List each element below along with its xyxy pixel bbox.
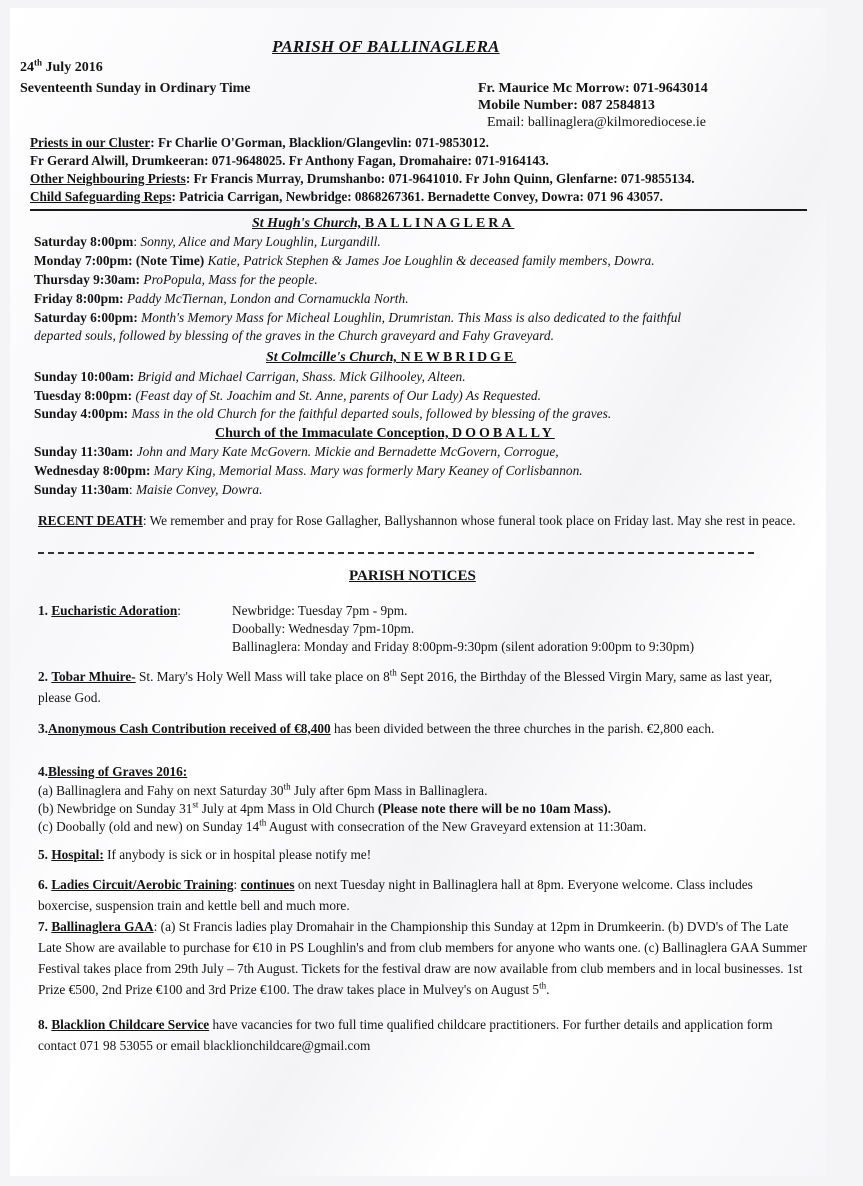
- mass-entry: Tuesday 8:00pm: (Feast day of St. Joachim and St. Anne, parents of Our Lady) As Requested.: [34, 388, 541, 403]
- notice-5: 5. Hospital: If anybody is sick or in hospital please notify me!: [38, 847, 372, 862]
- mass-entry: Sunday 4:00pm: Mass in the old Church for the faithful departed souls, followed by blessing of the graves.: [34, 406, 612, 421]
- church-heading-doobally: Church of the Immaculate Conception, DOOBALLY: [215, 426, 555, 441]
- adoration-doobally: Doobally: Wednesday 7pm-10pm.: [232, 621, 415, 636]
- parish-email: Email: ballinaglera@kilmorediocese.ie: [487, 115, 706, 130]
- parish-title: PARISH OF BALLINAGLERA: [272, 37, 500, 56]
- cluster-priests-cont: Fr Gerard Alwill, Drumkeeran: 071-9648025. Fr Anthony Fagan, Dromahaire: 071-9164143.: [30, 153, 549, 168]
- church-heading-ballinaglera: St Hugh's Church, BALLINAGLERA: [252, 216, 515, 231]
- notice-8: 8. Blacklion Childcare Service have vacancies for two full time qualified childcare practitioners. For further details and application form contact 071 98 53055 or email blacklionchildcare@gmail.com: [38, 1017, 773, 1053]
- mobile-number: Mobile Number: 087 2584813: [478, 98, 655, 113]
- mass-entry: Sunday 10:00am: Brigid and Michael Carrigan, Shass. Mick Gilhooley, Alteen.: [34, 369, 466, 384]
- liturgical-occasion: Seventeenth Sunday in Ordinary Time: [20, 81, 251, 96]
- recent-death-notice: RECENT DEATH: We remember and pray for Rose Gallagher, Ballyshannon whose funeral took place on Friday last. May she rest in peace.: [38, 513, 796, 528]
- parish-priest-contact: Fr. Maurice Mc Morrow: 071-9643014: [478, 81, 708, 96]
- mass-entry: Thursday 9:30am: ProPopula, Mass for the people.: [34, 272, 318, 287]
- mass-entry: Sunday 11:30am: John and Mary Kate McGovern. Mickie and Bernadette McGovern, Corrogue,: [34, 444, 559, 459]
- bulletin-page: [10, 8, 826, 1176]
- notice-4-title: 4.Blessing of Graves 2016:: [38, 764, 188, 779]
- mass-entry: Friday 8:00pm: Paddy McTiernan, London and Cornamuckla North.: [34, 291, 409, 306]
- safeguarding-reps: Child Safeguarding Reps: Patricia Carrigan, Newbridge: 0868267361. Bernadette Convey, Dowra: 071 96 43057.: [30, 189, 663, 204]
- mass-entry-cont: departed souls, followed by blessing of the graves in the Church graveyard and Fahy Graveyard.: [34, 328, 554, 343]
- mass-entry: Wednesday 8:00pm: Mary King, Memorial Mass. Mary was formerly Mary Keaney of Corlisbannon.: [34, 463, 583, 478]
- adoration-ballinaglera: Ballinaglera: Monday and Friday 8:00pm-9:30pm (silent adoration 9:00pm to 9:30pm): [232, 639, 694, 654]
- mass-entry: Monday 7:00pm: (Note Time) Katie, Patrick Stephen & James Joe Loughlin & deceased family members, Dowra.: [34, 253, 655, 268]
- parish-notices-heading: PARISH NOTICES: [349, 568, 476, 584]
- notice-7: 7. Ballinaglera GAA: (a) St Francis ladies play Dromahair in the Championship this Sunday at 12pm in Drumkeerin. (b) DVD's of The Late Late Show are available to purchase for €10 in PS Loughlin's and from club members for anyone who wants one. (c) Ballinaglera GAA Summer Festival takes place from 29th July – 7th August. Tickets for the festival draw are now available from club members and in local businesses. 1st Prize €500, 2nd Prize €100 and 3rd Prize €100. The draw takes place in Mulvey's on August 5th.: [38, 919, 807, 997]
- mass-entry: Sunday 11:30am: Maisie Convey, Dowra.: [34, 482, 263, 497]
- notice-4-line: (b) Newbridge on Sunday 31st July at 4pm Mass in Old Church (Please note there will be no 10am Mass).: [38, 799, 612, 816]
- bulletin-date: 24th July 2016: [20, 57, 103, 75]
- notice-6: 6. Ladies Circuit/Aerobic Training: continues on next Tuesday night in Ballinaglera hall at 8pm. Everyone welcome. Class includes boxercise, suspension train and kettle bell and much more.: [38, 877, 753, 913]
- adoration-newbridge: Newbridge: Tuesday 7pm - 9pm.: [232, 603, 408, 618]
- mass-entry: Saturday 8:00pm: Sonny, Alice and Mary Loughlin, Lurgandill.: [34, 234, 381, 249]
- notice-3: 3.Anonymous Cash Contribution received of €8,400 has been divided between the three churches in the parish. €2,800 each.: [38, 721, 715, 736]
- notice-4-line: (a) Ballinaglera and Fahy on next Saturday 30th July after 6pm Mass in Ballinaglera.: [38, 781, 488, 798]
- divider: [30, 209, 807, 211]
- church-heading-newbridge: St Colmcille's Church, NEWBRIDGE: [266, 350, 517, 365]
- neighbouring-priests: Other Neighbouring Priests: Fr Francis Murray, Drumshanbo: 071-9641010. Fr John Quinn, Glenfarne: 071-9855134.: [30, 171, 695, 186]
- mass-entry: Saturday 6:00pm: Month's Memory Mass for Micheal Loughlin, Drumristan. This Mass is also dedicated to the faithful: [34, 310, 682, 325]
- dashed-divider: [38, 552, 754, 554]
- notice-4-line: (c) Doobally (old and new) on Sunday 14th August with consecration of the New Graveyard extension at 11:30am.: [38, 817, 647, 834]
- notice-1-label: 1. Eucharistic Adoration:: [38, 603, 181, 618]
- notice-2: 2. Tobar Mhuire- St. Mary's Holy Well Mass will take place on 8th Sept 2016, the Birthday of the Blessed Virgin Mary, same as last year, please God.: [38, 667, 773, 705]
- cluster-priests: Priests in our Cluster: Fr Charlie O'Gorman, Blacklion/Glangevlin: 071-9853012.: [30, 135, 489, 150]
